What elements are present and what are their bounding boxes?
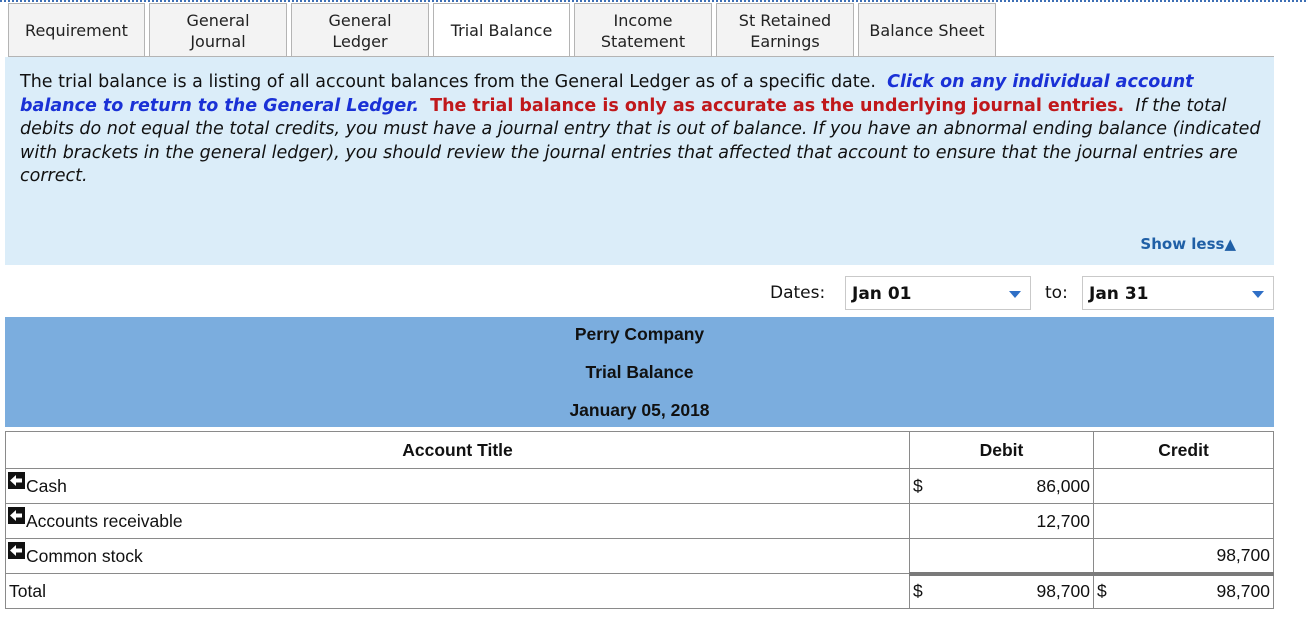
date-to-value: Jan 31 <box>1089 284 1149 304</box>
total-credit-sign: $ <box>1094 574 1116 609</box>
tab-general-journal[interactable]: General Journal <box>149 3 287 57</box>
return-arrow-icon[interactable] <box>8 542 25 559</box>
tab-st-retained-earnings[interactable]: St Retained Earnings <box>716 3 854 57</box>
debit-sign: $ <box>910 469 932 504</box>
trial-balance-table <box>5 431 1274 609</box>
company-name: Perry Company <box>574 324 705 344</box>
table-row <box>6 469 1274 504</box>
total-row <box>6 574 1274 609</box>
chevron-down-icon <box>1249 287 1267 301</box>
total-credit-amount: 98,700 <box>1116 574 1274 609</box>
date-from-select[interactable] <box>845 276 1031 310</box>
report-header <box>5 317 1274 427</box>
credit-sign <box>1094 504 1116 539</box>
debit-amount[interactable] <box>932 539 1094 574</box>
header-debit: Debit <box>910 432 1094 469</box>
info-text: The trial balance is a listing of all account balances from the General Ledger as of a specific date. <box>20 72 876 92</box>
account-name: Accounts receivable <box>26 510 183 531</box>
tab-general-ledger[interactable]: General Ledger <box>291 3 429 57</box>
chevron-down-icon <box>1006 287 1024 301</box>
info-click-hint: Click on any individual account balance to return to the General Ledger. <box>20 72 1194 116</box>
debit-amount[interactable]: 12,700 <box>932 504 1094 539</box>
account-cell[interactable] <box>6 504 910 539</box>
account-name: Common stock <box>26 545 143 566</box>
total-debit-amount: 98,700 <box>932 574 1094 609</box>
report-title: Trial Balance <box>585 362 694 382</box>
info-accuracy-warning: The trial balance is only as accurate as the underlying journal entries. <box>430 95 1125 116</box>
tab-balance-sheet[interactable]: Balance Sheet <box>858 3 996 57</box>
table-row <box>6 539 1274 574</box>
credit-amount[interactable] <box>1116 504 1274 539</box>
date-from-value: Jan 01 <box>852 284 912 304</box>
header-credit: Credit <box>1094 432 1274 469</box>
tab-bar <box>8 3 1000 57</box>
info-balance-note: If the total debits do not equal the total credits, you must have a journal entry that is out of balance. If you have an abnormal ending balance (indicated with brackets in the general ledger), you should review the journal entries that affected that account to ensure that the journal entries are correct. <box>20 95 1261 186</box>
info-panel <box>5 57 1274 265</box>
credit-amount[interactable] <box>1116 469 1274 504</box>
top-dotted-border <box>0 0 1306 2</box>
dates-label: Dates: <box>770 283 826 303</box>
dates-to-label: to: <box>1045 283 1068 303</box>
return-arrow-icon[interactable] <box>8 472 25 489</box>
credit-sign <box>1094 539 1116 574</box>
debit-amount[interactable]: 86,000 <box>932 469 1094 504</box>
tab-trial-balance[interactable]: Trial Balance <box>433 3 570 57</box>
header-account-title: Account Title <box>6 432 910 469</box>
debit-sign <box>910 504 932 539</box>
total-debit-sign: $ <box>910 574 932 609</box>
credit-amount[interactable]: 98,700 <box>1116 539 1274 574</box>
debit-sign <box>910 539 932 574</box>
show-less-link[interactable]: Show less▲ <box>1140 235 1236 253</box>
account-name: Cash <box>26 475 67 496</box>
report-date: January 05, 2018 <box>569 400 710 420</box>
table-row <box>6 504 1274 539</box>
return-arrow-icon[interactable] <box>8 507 25 524</box>
tab-requirement[interactable]: Requirement <box>8 3 145 57</box>
tab-income-statement[interactable]: Income Statement <box>574 3 712 57</box>
date-to-select[interactable] <box>1082 276 1274 310</box>
total-label: Total <box>6 574 910 609</box>
account-cell[interactable] <box>6 539 910 574</box>
account-cell[interactable] <box>6 469 910 504</box>
table-header-row <box>6 432 1274 469</box>
credit-sign <box>1094 469 1116 504</box>
